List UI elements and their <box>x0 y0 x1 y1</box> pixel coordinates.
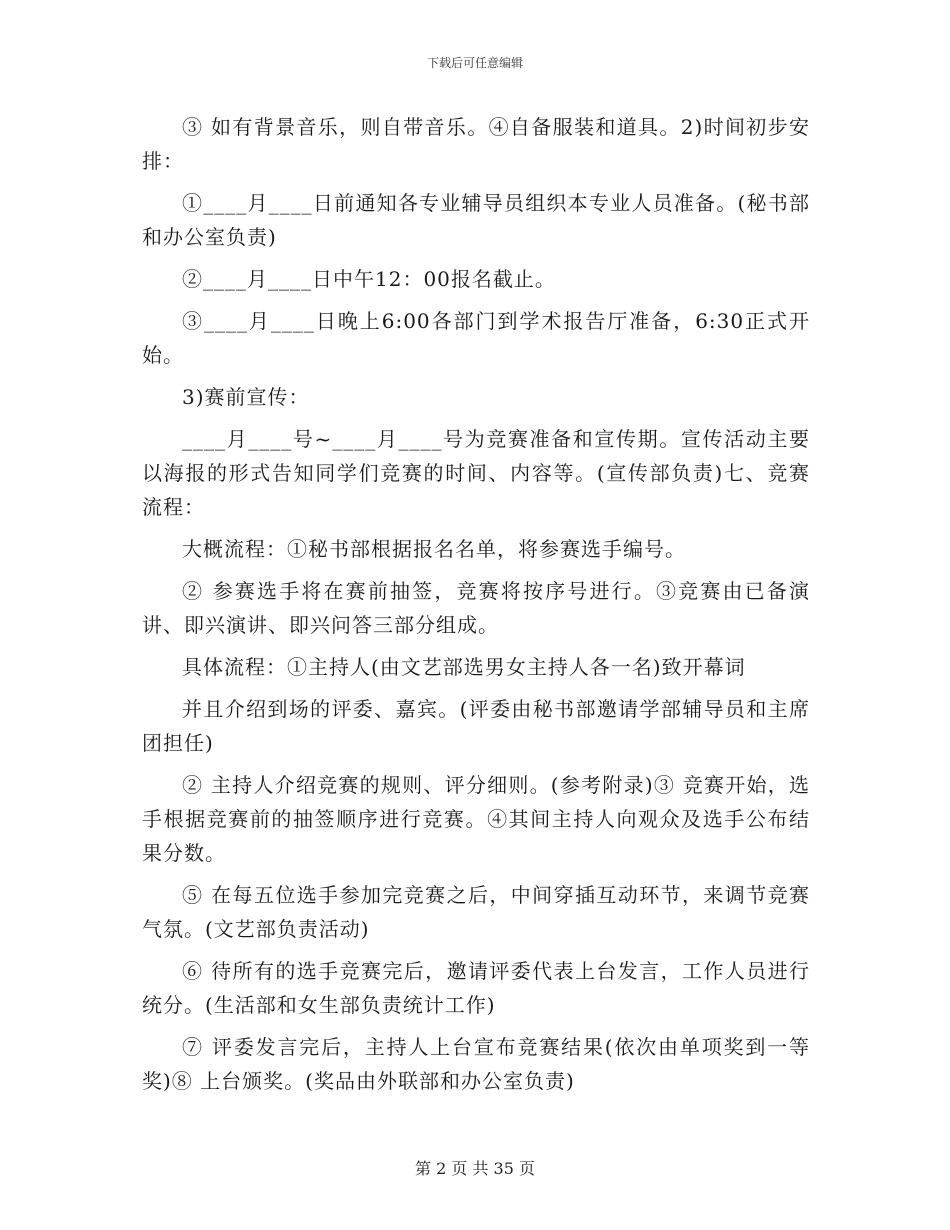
section-heading: 3)赛前宣传： <box>182 385 310 409</box>
paragraph: ①____月____日前通知各专业辅导员组织本专业人员准备。(秘书部和办公室负责) <box>142 191 810 249</box>
page-number: 第 2 页 共 35 页 <box>415 1159 535 1178</box>
paragraph: ⑦ 评委发言完后，主持人上台宣布竞赛结果(依次由单项奖到一等奖)⑧ 上台颁奖。(奖品由外联部和办公室负责) <box>142 1035 810 1093</box>
paragraph: ____月____号~____月____号为竞赛准备和宣传期。宣传活动主要以海报的形式告知同学们竞赛的时间、内容等。(宣传部负责)七、竞赛流程： <box>142 427 810 519</box>
paragraph: ③____月____日晚上6:00各部门到学术报告厅准备，6:30正式开始。 <box>142 309 810 367</box>
page-header: 下载后可任意编辑 <box>426 56 523 70</box>
paragraph: 具体流程：①主持人(由文艺部选男女主持人各一名)致开幕词 <box>182 655 746 679</box>
paragraph: ② 主持人介绍竞赛的规则、评分细则。(参考附录)③ 竞赛开始，选手根据竞赛前的抽签顺序进行竞赛。④其间主持人向观众及选手公布结果分数。 <box>142 773 810 865</box>
paragraph: 大概流程：①秘书部根据报名名单，将参赛选手编号。 <box>182 537 686 561</box>
paragraph: ②____月____日中午12：00报名截止。 <box>182 267 556 291</box>
paragraph: ② 参赛选手将在赛前抽签，竞赛将按序号进行。③竞赛由已备演讲、即兴演讲、即兴问答三部分组成。 <box>142 579 810 637</box>
document-body <box>142 110 810 1106</box>
paragraph: ⑥ 待所有的选手竞赛完后，邀请评委代表上台发言，工作人员进行统分。(生活部和女生部负责统计工作) <box>142 959 810 1017</box>
paragraph: ⑤ 在每五位选手参加完竞赛之后，中间穿插互动环节，来调节竞赛气氛。(文艺部负责活动) <box>142 883 810 941</box>
paragraph: ③ 如有背景音乐，则自带音乐。④自备服装和道具。2)时间初步安排： <box>142 115 810 173</box>
paragraph: 并且介绍到场的评委、嘉宾。(评委由秘书部邀请学部辅导员和主席团担任) <box>142 697 810 755</box>
